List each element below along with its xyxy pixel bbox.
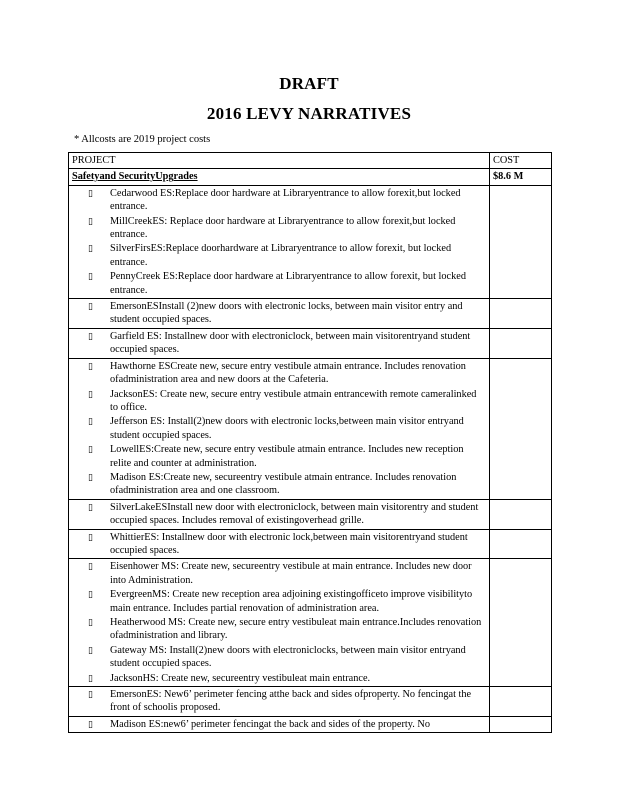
list-item (72, 501, 486, 528)
project-description: LowellES:Create new, secure entry vestibule atmain entrance. Includes new reception relite and counter at administration. (110, 444, 464, 469)
project-cell (69, 559, 490, 687)
project-column-header: PROJECT (69, 153, 490, 169)
bullet-icon: ▯ (88, 388, 93, 399)
bullet-icon: ▯ (88, 589, 93, 600)
list-item (72, 415, 486, 442)
cost-cell (490, 559, 552, 687)
document-subtitle: 2016 LEVY NARRATIVES (206, 104, 412, 123)
list-item (72, 187, 486, 214)
list-item (72, 443, 486, 470)
bullet-icon: ▯ (88, 718, 93, 729)
bullet-icon: ▯ (88, 301, 93, 312)
list-item (72, 672, 486, 685)
table-row (69, 529, 552, 559)
list-item (72, 718, 486, 731)
bullet-icon: ▯ (88, 531, 93, 542)
cost-cell (490, 358, 552, 499)
bullet-icon: ▯ (88, 187, 93, 198)
project-description: EvergreenMS: Create new reception area adjoining existingofficeto improve visibilityto main entrance. Includes partial renovation of administration area. (110, 589, 473, 614)
project-description: Gateway MS: Install(2)new doors with electroniclocks, between main visitor entryand student occupied spaces. (110, 644, 466, 670)
list-item (72, 588, 486, 615)
table-header-row (69, 153, 552, 169)
bullet-icon: ▯ (88, 617, 93, 627)
table-body (69, 169, 552, 732)
list-item (72, 471, 486, 498)
project-description: Madison ES:new6’ perimeter fencingat the back and sides of the property. No (110, 718, 430, 730)
list-item (72, 242, 486, 269)
table-row (69, 499, 552, 529)
project-cell (69, 687, 490, 717)
bullet-icon: ▯ (88, 689, 93, 700)
project-description: MillCreekES: Replace door hardware at Libraryentrance to allow forexit,but locked entrance. (110, 215, 456, 241)
section-cost: $8.6 M (490, 169, 552, 185)
project-description: Hawthorne ESCreate new, secure entry vestibule atmain entrance. Includes renovation ofadministration area and new doors at the Cafeteria. (110, 360, 466, 386)
table-row (69, 716, 552, 732)
section-label: Safetyand SecurityUpgrades (69, 169, 490, 185)
list-item (72, 616, 486, 643)
bullet-icon: ▯ (88, 215, 93, 226)
project-cell (69, 299, 490, 329)
list-item (72, 531, 486, 558)
cost-cell (490, 716, 552, 732)
table-row (69, 328, 552, 358)
bullet-icon: ▯ (88, 271, 93, 282)
levy-table (68, 152, 552, 733)
cost-column-header: COST (490, 153, 552, 169)
project-description: EmersonES: New6’ perimeter fencing atthe back and sides ofproperty. No fencingat the front of schoolis proposed. (110, 689, 472, 714)
project-cell (69, 716, 490, 732)
cost-cell (490, 328, 552, 358)
list-item (72, 560, 486, 587)
cost-cell (490, 185, 552, 298)
cost-cell (490, 299, 552, 329)
project-cell (69, 529, 490, 559)
table-row (69, 559, 552, 687)
project-description: PennyCreek ES:Replace door hardware at Libraryentrance to allow forexit, but locked entrance. (110, 271, 466, 296)
cost-note: * Allcosts are 2019 project costs (74, 134, 211, 145)
project-description: Eisenhower MS: Create new, secureentry vestibule at main entrance. Includes new door into Administration. (110, 561, 472, 586)
bullet-icon: ▯ (88, 644, 93, 655)
bullet-icon: ▯ (88, 561, 93, 572)
project-description: JacksonHS: Create new, secureentry vestibuleat main entrance. (110, 672, 371, 684)
list-item (72, 330, 486, 357)
cost-cell (490, 687, 552, 717)
bullet-icon: ▯ (88, 444, 93, 455)
bullet-icon: ▯ (88, 672, 93, 683)
cost-cell (490, 499, 552, 529)
list-item (72, 215, 486, 242)
project-description: SilverFirsES:Replace doorhardware at Libraryentrance to allow forexit, but locked entrance. (110, 243, 452, 268)
project-description: Cedarwood ES:Replace door hardware at Libraryentrance to allow forexit,but locked entrance. (110, 187, 461, 213)
bullet-icon: ▯ (88, 501, 93, 512)
bullet-icon: ▯ (88, 416, 93, 427)
bullet-icon: ▯ (88, 471, 93, 482)
bullet-icon: ▯ (88, 330, 93, 341)
project-cell (69, 358, 490, 499)
project-description: WhittierES: Installnew door with electronic lock,between main visitorentryand student occupied spaces. (110, 531, 468, 556)
project-description: Jefferson ES: Install(2)new doors with electronic locks,between main visitor entryand student occupied spaces. (110, 416, 464, 441)
table-row (69, 299, 552, 329)
list-item (72, 644, 486, 671)
list-item (72, 270, 486, 297)
table-row (69, 687, 552, 717)
list-item (72, 388, 486, 415)
project-cell (69, 499, 490, 529)
project-description: Garfield ES: Installnew door with electroniclock, between main visitorentryand student occupied spaces. (110, 330, 471, 356)
section-row (69, 169, 552, 185)
bullet-icon: ▯ (88, 243, 93, 254)
project-description: Madison ES:Create new, secureentry vestibule atmain entrance. Includes renovation ofadministration area and one classroom. (110, 471, 457, 497)
cost-cell (490, 529, 552, 559)
project-description: JacksonES: Create new, secure entry vestibule atmain entrancewith remote cameralinked to office. (110, 388, 477, 413)
table-row (69, 185, 552, 298)
list-item (72, 360, 486, 387)
project-description: Heatherwood MS: Create new, secure entry vestibuleat main entrance.Includes renovation ofadministration and library. (110, 617, 482, 642)
list-item (72, 300, 486, 327)
table-row (69, 358, 552, 499)
project-description: EmersonESInstall (2)new doors with electronic locks, between main visitor entry and student occupied spaces. (110, 301, 463, 326)
bullet-icon: ▯ (88, 360, 93, 371)
project-description: SilverLakeESInstall new door with electroniclock, between main visitorentry and student occupied spaces. Includes removal of existingoverhead grille. (110, 501, 479, 527)
document-title: DRAFT (279, 74, 339, 93)
project-cell (69, 185, 490, 298)
list-item (72, 688, 486, 715)
project-cell (69, 328, 490, 358)
